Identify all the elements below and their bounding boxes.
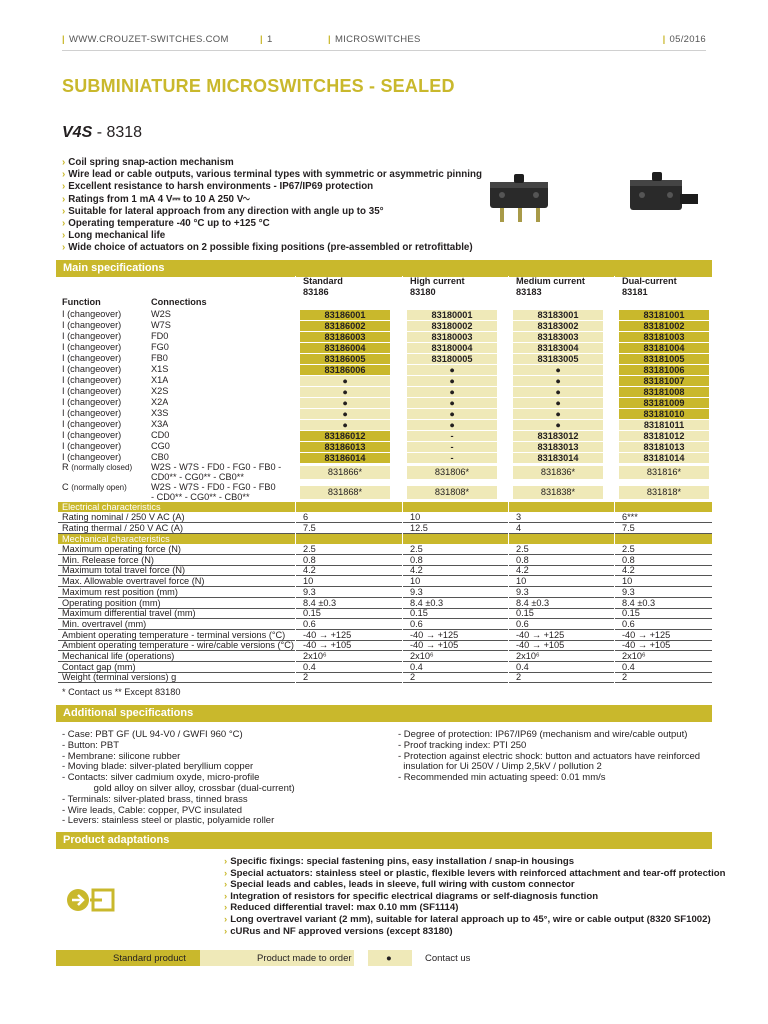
row-function — [62, 462, 132, 474]
header-page-number: | 1 — [260, 34, 273, 45]
product-code-cell: 83186013 — [300, 442, 390, 452]
product-code-cell: 83181010 — [619, 409, 709, 419]
product-code-cell: 83181012 — [619, 431, 709, 441]
product-code-cell: 83180001 — [407, 310, 497, 320]
spec-value: 4.2 — [622, 565, 635, 576]
spec-value: 8.4 ±0.3 — [303, 597, 337, 608]
spec-value: -40 → +105 — [303, 640, 352, 651]
product-code-cell: 83181001 — [619, 310, 709, 320]
product-code-cell: 831866* — [300, 466, 390, 479]
row-connection: W2S — [151, 309, 171, 319]
spec-label: Max. Allowable overtravel force (N) — [62, 576, 205, 587]
additional-spec-line: - Membrane: silicone rubber — [62, 750, 181, 762]
column-name: Standard — [303, 276, 343, 286]
product-code-cell: ● — [513, 398, 603, 408]
spec-value: -40 → +125 — [622, 629, 671, 640]
function-note: (normally open) — [71, 483, 127, 492]
row-function — [62, 482, 127, 494]
adaptation-item: › cURus and NF approved versions (except 83180) — [224, 926, 726, 938]
product-code-cell: 83181004 — [619, 343, 709, 353]
row-connection: W7S — [151, 320, 171, 330]
spec-value: 10 — [303, 576, 314, 587]
adaptation-item: › Special actuators: stainless steel or plastic, flexible levers with reinforced attachment and tear-off protection — [224, 868, 726, 880]
product-code-cell: 83186003 — [300, 332, 390, 342]
row-connection: X3S — [151, 408, 169, 418]
row-function: I (changeover) — [62, 386, 122, 396]
additional-specs-right — [398, 730, 700, 784]
product-adaptations-banner: Product adaptations — [56, 832, 712, 849]
spec-value: 2.5 — [303, 544, 316, 554]
feature-item: › Coil spring snap-action mechanism — [62, 157, 482, 169]
spec-value: 7.5 — [622, 522, 635, 533]
spec-label: Contact gap (mm) — [62, 661, 136, 672]
product-code-cell: 83183005 — [513, 354, 603, 364]
product-code-cell: 83181005 — [619, 354, 709, 364]
row-connection-line1: W2S - W7S - FD0 - FG0 - FB0 - — [151, 462, 282, 472]
product-code-cell: 83181002 — [619, 321, 709, 331]
spec-value: 9.3 — [622, 586, 635, 597]
row-function: I (changeover) — [62, 364, 122, 374]
product-code-cell: 83181011 — [619, 420, 709, 430]
feature-item: › Long mechanical life — [62, 230, 482, 242]
spec-value: 6*** — [622, 512, 638, 522]
column-code: 83186 — [303, 287, 329, 297]
spec-value: 4 — [516, 522, 522, 533]
spec-value: 10 — [622, 576, 633, 587]
spec-value: 4.2 — [516, 565, 529, 576]
connections-header: Connections — [151, 297, 207, 307]
spec-value: 2 — [303, 672, 309, 683]
product-subtitle — [62, 124, 142, 142]
product-code-cell: - — [407, 442, 497, 452]
product-code-cell: 83181003 — [619, 332, 709, 342]
product-code-cell: 83183012 — [513, 431, 603, 441]
spec-value: 9.3 — [303, 586, 316, 597]
spec-label: Maximum differential travel (mm) — [62, 608, 196, 619]
header-date: | 05/2016 — [662, 34, 706, 45]
product-code-cell: ● — [513, 376, 603, 386]
product-code-cell: 83180002 — [407, 321, 497, 331]
row-function: I (changeover) — [62, 331, 122, 341]
spec-value: 2.5 — [516, 544, 529, 554]
spec-label: Operating position (mm) — [62, 597, 161, 608]
spec-label: Ambient operating temperature - wire/cable versions (°C) — [62, 640, 294, 651]
additional-specifications-banner: Additional specifications — [56, 705, 712, 722]
additional-spec-line: - Terminals: silver-plated brass, tinned brass — [62, 793, 248, 805]
legend-dot-icon: ● — [386, 953, 392, 964]
row-connection: X3A — [151, 419, 169, 429]
row-function: I (changeover) — [62, 419, 122, 429]
product-code-cell: ● — [407, 409, 497, 419]
function-note: (normally closed) — [71, 463, 133, 472]
product-code-cell: 831818* — [619, 486, 709, 499]
product-code-cell: 83183002 — [513, 321, 603, 331]
column-separator — [295, 276, 296, 686]
spec-value: 0.15 — [622, 608, 640, 619]
product-code-cell: 83186014 — [300, 453, 390, 463]
additional-spec-line: - Recommended min actuating speed: 0.01 mm/s — [398, 772, 606, 784]
product-code-cell: 83181014 — [619, 453, 709, 463]
product-code-cell: 83181007 — [619, 376, 709, 386]
spec-value: 6 — [303, 512, 309, 522]
product-code-cell: 83183004 — [513, 343, 603, 353]
adaptation-list — [224, 856, 726, 937]
product-code-cell: 83183001 — [513, 310, 603, 320]
column-name: High current — [410, 276, 465, 286]
feature-item: › Wire lead or cable outputs, various terminal types with symmetric or asymmetric pinning — [62, 169, 482, 181]
microswitch-cable-image — [624, 168, 700, 228]
spec-value: 8.4 ±0.3 — [622, 597, 656, 608]
product-code-cell: 83180003 — [407, 332, 497, 342]
function-header: Function — [62, 297, 101, 307]
product-code-cell: 83186004 — [300, 343, 390, 353]
spec-value: 0.6 — [303, 618, 316, 629]
spec-value: 4.2 — [410, 565, 423, 576]
header-section: | MICROSWITCHES — [328, 34, 421, 45]
spec-value: -40 → +125 — [516, 629, 565, 640]
spec-value: 2 — [622, 672, 628, 683]
product-code-cell: 831808* — [407, 486, 497, 499]
feature-item: › Excellent resistance to harsh environments - IP67/IP69 protection — [62, 181, 482, 193]
column-separator — [402, 276, 403, 686]
product-code-cell: 83186005 — [300, 354, 390, 364]
product-code-cell: 83181006 — [619, 365, 709, 375]
page-header — [62, 34, 706, 48]
adaptation-item: › Special leads and cables, leads in sleeve, full wiring with custom connector — [224, 879, 726, 891]
spec-value: 2.5 — [622, 544, 635, 554]
spec-value: 2 — [516, 672, 522, 683]
legend-contact-label: Contact us — [425, 953, 471, 964]
spec-value: 2x10⁶ — [622, 651, 646, 661]
spec-value: 2.5 — [410, 544, 423, 554]
row-connection: X1A — [151, 375, 169, 385]
spec-value: 0.8 — [303, 554, 316, 565]
page-title: SUBMINIATURE MICROSWITCHES - SEALED — [62, 76, 455, 96]
additional-specs-left — [62, 730, 295, 827]
adaptation-item: › Long overtravel variant (2 mm), suitable for lateral approach up to 45°, wire or cable output (8320 SF1002) — [224, 914, 726, 926]
spec-label: Ambient operating temperature - terminal versions (°C) — [62, 629, 286, 640]
feature-list — [62, 157, 482, 255]
product-code-cell: ● — [513, 409, 603, 419]
spec-value: 10 — [516, 576, 527, 587]
spec-label: Mechanical life (operations) — [62, 651, 175, 661]
spec-value: 2x10⁶ — [516, 651, 540, 661]
product-code-cell: ● — [300, 398, 390, 408]
product-code-cell: ● — [300, 409, 390, 419]
spec-value: 4.2 — [303, 565, 316, 576]
row-connection-line2: - CD0** - CG0** - CB0** — [151, 492, 250, 502]
spec-value: 0.8 — [410, 554, 423, 565]
spec-value: 0.4 — [622, 661, 635, 672]
additional-spec-line: - Wire leads, Cable: copper, PVC insulated — [62, 804, 243, 816]
row-function: I (changeover) — [62, 452, 122, 462]
product-code-cell: 831816* — [619, 466, 709, 479]
spec-value: 0.6 — [622, 618, 635, 629]
additional-spec-line: - Degree of protection: IP67/IP69 (mechanism and wire/cable output) — [398, 729, 688, 740]
product-code-cell: ● — [513, 365, 603, 375]
column-separator — [614, 276, 615, 686]
header-website[interactable]: | WWW.CROUZET-SWITCHES.COM — [62, 34, 229, 45]
product-code-cell: 831838* — [513, 486, 603, 499]
product-code-cell: 83183003 — [513, 332, 603, 342]
product-code-cell: ● — [300, 376, 390, 386]
spec-value: 0.8 — [622, 554, 635, 565]
spec-value: 10 — [410, 576, 421, 587]
row-function: I (changeover) — [62, 309, 122, 319]
product-code-cell: - — [407, 453, 497, 463]
product-code-cell: ● — [407, 420, 497, 430]
adaptation-item: › Integration of resistors for specific electrical diagrams or self-diagnosis function — [224, 891, 726, 903]
additional-spec-line: - Case: PBT GF (UL 94-V0 / GWFI 960 °C) — [62, 729, 243, 740]
additional-spec-line: - Protection against electric shock: button and actuators have reinforced — [398, 750, 701, 762]
feature-item: › Ratings from 1 mA 4 V⎓ to 10 A 250 V∿ — [62, 194, 482, 206]
row-function: I (changeover) — [62, 441, 122, 451]
spec-value: 0.15 — [410, 608, 428, 619]
spec-value: 10 — [410, 512, 421, 522]
product-code-cell: ● — [300, 420, 390, 430]
row-connection-line1: W2S - W7S - FD0 - FG0 - FB0 — [151, 482, 276, 492]
table-footnote: * Contact us ** Except 83180 — [62, 687, 181, 697]
spec-value: 7.5 — [303, 522, 316, 533]
column-separator — [508, 276, 509, 686]
main-specifications-banner: Main specifications — [56, 260, 712, 277]
row-connection: CB0 — [151, 452, 169, 462]
feature-item: › Suitable for lateral approach from any direction with angle up to 35° — [62, 206, 482, 218]
product-code-cell: 83186001 — [300, 310, 390, 320]
spec-value: 8.4 ±0.3 — [516, 597, 550, 608]
spec-value: 0.15 — [516, 608, 534, 619]
product-code-cell: 83183013 — [513, 442, 603, 452]
spec-value: 0.15 — [303, 608, 321, 619]
row-connection: X2A — [151, 397, 169, 407]
product-code-cell: ● — [407, 398, 497, 408]
additional-spec-line: - Contacts: silver cadmium oxyde, micro-profile — [62, 772, 260, 784]
spec-label: Weight (terminal versions) g — [62, 672, 177, 683]
adaptation-item: › Reduced differential travel: max 0.10 mm (SF1114) — [224, 902, 726, 914]
column-name: Dual-current — [622, 276, 677, 286]
spec-value: 2x10⁶ — [410, 651, 434, 661]
spec-value: 9.3 — [516, 586, 529, 597]
feature-item: › Operating temperature -40 °C up to +125 °C — [62, 218, 482, 230]
product-code-cell: ● — [407, 387, 497, 397]
adaptation-logo-icon — [66, 887, 116, 913]
mechanical-characteristics-header: Mechanical characteristics — [58, 534, 712, 544]
legend-mto-label: Product made to order — [257, 953, 352, 964]
row-connection: X2S — [151, 386, 169, 396]
product-code-cell: 83181008 — [619, 387, 709, 397]
spec-value: 0.8 — [516, 554, 529, 565]
spec-value: 0.4 — [516, 661, 529, 672]
row-connection: FD0 — [151, 331, 169, 341]
row-function: I (changeover) — [62, 408, 122, 418]
spec-value: 9.3 — [410, 586, 423, 597]
product-code-cell: 83180005 — [407, 354, 497, 364]
function-code: R — [62, 462, 69, 472]
additional-spec-line: - Levers: stainless steel or plastic, polyamide roller — [62, 815, 275, 827]
spec-label: Rating nominal / 250 V AC (A) — [62, 512, 185, 522]
spec-value: 0.6 — [516, 618, 529, 629]
row-function: I (changeover) — [62, 430, 122, 440]
product-code-cell: 83180004 — [407, 343, 497, 353]
additional-spec-line: - Moving blade: silver-plated beryllium copper — [62, 761, 254, 773]
row-function: I (changeover) — [62, 375, 122, 385]
function-code: C — [62, 482, 69, 492]
product-code-cell: 831806* — [407, 466, 497, 479]
additional-spec-line: - Button: PBT — [62, 739, 120, 751]
electrical-characteristics-header: Electrical characteristics — [58, 502, 712, 512]
product-code-cell: ● — [407, 376, 497, 386]
row-connection: FG0 — [151, 342, 169, 352]
row-connection: X1S — [151, 364, 169, 374]
spec-label: Maximum total travel force (N) — [62, 565, 186, 576]
additional-spec-line: gold alloy on silver alloy, crossbar (dual-current) — [62, 782, 295, 794]
model-code: - 8318 — [96, 124, 143, 141]
spec-value: 2x10⁶ — [303, 651, 327, 661]
spec-value: -40 → +105 — [622, 640, 671, 651]
product-code-cell: 83183014 — [513, 453, 603, 463]
product-code-cell: 83186012 — [300, 431, 390, 441]
row-connection: CG0 — [151, 441, 170, 451]
product-code-cell: 83181009 — [619, 398, 709, 408]
spec-label: Maximum rest position (mm) — [62, 586, 178, 597]
legend-standard-label: Standard product — [113, 953, 186, 964]
product-code-cell: 831868* — [300, 486, 390, 499]
row-function: I (changeover) — [62, 320, 122, 330]
spec-value: 3 — [516, 512, 522, 522]
column-code: 83180 — [410, 287, 436, 297]
spec-value: -40 → +105 — [410, 640, 459, 651]
product-code-cell: ● — [513, 387, 603, 397]
spec-label: Min. overtravel (mm) — [62, 618, 147, 629]
spec-label: Rating thermal / 250 V AC (A) — [62, 522, 184, 533]
spec-value: -40 → +105 — [516, 640, 565, 651]
adaptation-item: › Specific fixings: special fastening pins, easy installation / snap-in housings — [224, 856, 726, 868]
product-code-cell: 831836* — [513, 466, 603, 479]
spec-value: 12.5 — [410, 522, 428, 533]
spec-label: Maximum operating force (N) — [62, 544, 181, 554]
spec-value: 0.4 — [410, 661, 423, 672]
microswitch-terminal-image — [482, 168, 558, 228]
product-code-cell: ● — [407, 365, 497, 375]
row-function: I (changeover) — [62, 353, 122, 363]
column-name: Medium current — [516, 276, 585, 286]
spec-value: 8.4 ±0.3 — [410, 597, 444, 608]
header-divider — [62, 50, 706, 51]
spec-value: -40 → +125 — [303, 629, 352, 640]
column-code: 83181 — [622, 287, 648, 297]
product-code-cell: - — [407, 431, 497, 441]
column-code: 83183 — [516, 287, 542, 297]
spec-value: 0.6 — [410, 618, 423, 629]
product-code-cell: ● — [300, 387, 390, 397]
row-connection: FB0 — [151, 353, 168, 363]
spec-value: -40 → +125 — [410, 629, 459, 640]
product-code-cell: 83186006 — [300, 365, 390, 375]
feature-item: › Wide choice of actuators on 2 possible fixing positions (pre-assembled or retrofittable) — [62, 242, 482, 254]
row-function: I (changeover) — [62, 397, 122, 407]
spec-value: 2 — [410, 672, 416, 683]
row-connection: CD0 — [151, 430, 170, 440]
product-code-cell: 83186002 — [300, 321, 390, 331]
spec-value: 0.4 — [303, 661, 316, 672]
additional-spec-line: insulation for Ui 250V / Uimp 2,5kV / pollution 2 — [398, 761, 602, 773]
product-code-cell: ● — [513, 420, 603, 430]
additional-spec-line: - Proof tracking index: PTI 250 — [398, 739, 527, 751]
row-function: I (changeover) — [62, 342, 122, 352]
spec-label: Min. Release force (N) — [62, 554, 154, 565]
product-code-cell: 83181013 — [619, 442, 709, 452]
model-name: V4S — [62, 124, 93, 141]
row-connection-line2: CD0** - CG0** - CB0** — [151, 472, 244, 482]
